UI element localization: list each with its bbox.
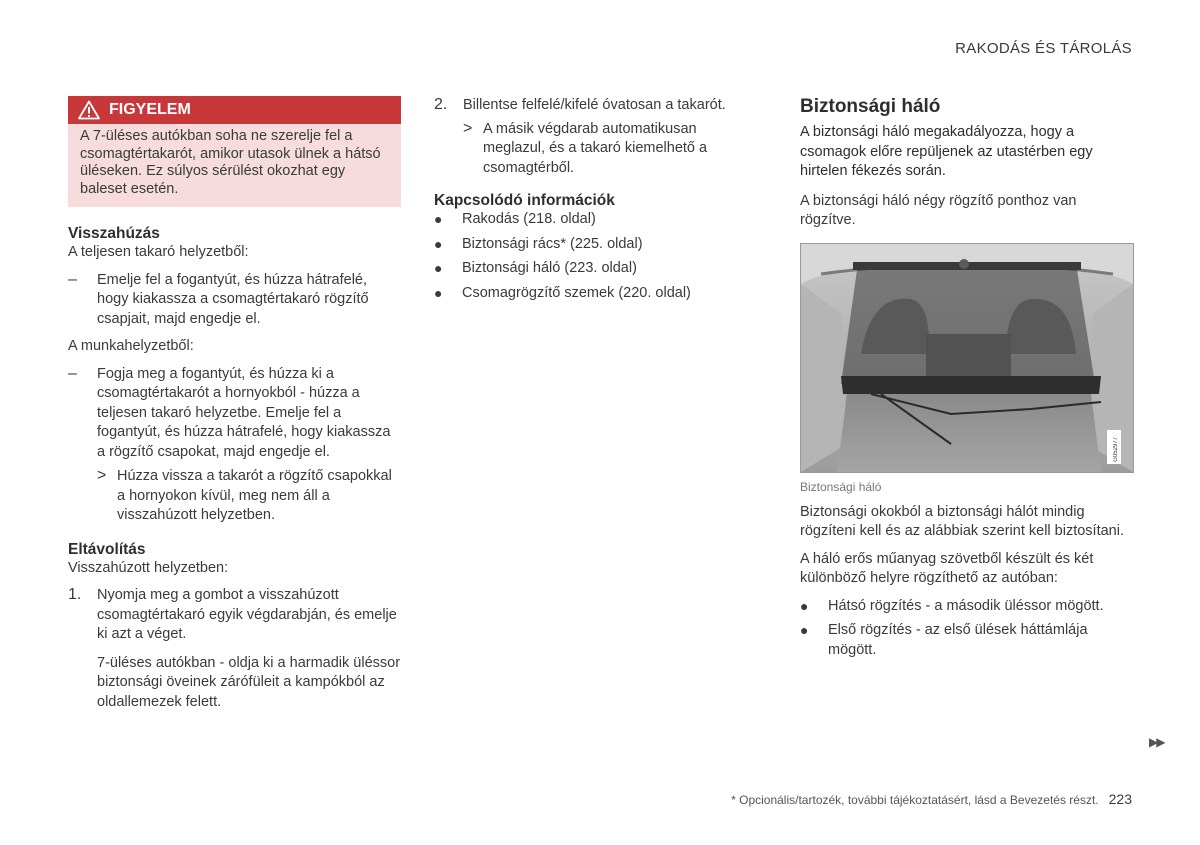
related-link[interactable] bbox=[434, 235, 759, 255]
continue-arrow-icon: ▶▶ bbox=[1149, 735, 1164, 749]
result-marker: > bbox=[97, 467, 107, 484]
remove-step-1: Nyomja meg a gombot a visszahúzott csomagtértakaró egyik végdarabján, és emelje ki azt a véget. bbox=[97, 587, 397, 642]
list-item bbox=[800, 597, 1134, 617]
warning-box bbox=[68, 96, 401, 207]
cargo-net-image bbox=[801, 244, 1133, 472]
related-link[interactable] bbox=[434, 259, 759, 279]
safety-net-illustration bbox=[800, 243, 1134, 473]
related-link[interactable] bbox=[434, 284, 759, 304]
figure-code: G052977 bbox=[1113, 436, 1119, 462]
step-number: 1. bbox=[68, 586, 82, 603]
list-item bbox=[463, 120, 759, 179]
net-material-text: A háló erős műanyag szövetből készült és két különböző helyre rögzíthető az autóban: bbox=[800, 550, 1094, 586]
net-anchor-text: A biztonsági háló négy rögzítő ponthoz van rögzítve. bbox=[800, 192, 1077, 228]
bullet-marker: ● bbox=[800, 597, 809, 614]
bullet-marker: ● bbox=[434, 260, 443, 276]
page-number: 223 bbox=[1108, 791, 1132, 807]
bullet-marker: ● bbox=[434, 235, 443, 252]
result-marker: > bbox=[463, 119, 473, 137]
warning-text: A 7-üléses autókban soha ne szerelje fel a csomagtértakarót, amikor utasok ülnek a hátsó üléseken. Ez súlyos sérülést okozhat egy baleset esetén. bbox=[68, 124, 401, 207]
retract-heading: Visszahúzás bbox=[68, 225, 160, 242]
column-right bbox=[800, 96, 1134, 665]
retract-step-2-result: Húzza vissza a takarót a rögzítő csapokkal a hornyokon kívül, meg nem áll a visszahúzott helyzetben. bbox=[117, 468, 392, 523]
related-link-text: Csomagrögzítő szemek (220. oldal) bbox=[462, 284, 691, 301]
bullet-marker: ● bbox=[434, 284, 443, 301]
list-item bbox=[68, 365, 401, 463]
step-number: 2. bbox=[434, 96, 448, 113]
section-header: RAKODÁS ÉS TÁROLÁS bbox=[955, 40, 1132, 57]
page-footer bbox=[731, 791, 1132, 807]
list-item-text: Első rögzítés - az első ülések háttámlája mögött. bbox=[828, 622, 1088, 658]
dash-marker: – bbox=[68, 364, 77, 382]
retract-from-work: A munkahelyzetből: bbox=[68, 338, 194, 354]
list-item bbox=[800, 621, 1134, 660]
footnote: * Opcionális/tartozék, további tájékoztatásért, lásd a Bevezetés részt. bbox=[731, 793, 1099, 807]
bullet-marker: ● bbox=[434, 211, 443, 227]
warning-header bbox=[68, 96, 401, 124]
related-link-text: Rakodás (218. oldal) bbox=[462, 211, 596, 227]
column-middle bbox=[434, 96, 759, 308]
warning-title: FIGYELEM bbox=[109, 101, 191, 118]
remove-step-1-note: 7-üléses autókban - oldja ki a harmadik üléssor biztonsági öveinek zárófüleit a kampókból az oldallemezek felett. bbox=[97, 654, 401, 710]
net-lead: A biztonsági háló megakadályozza, hogy a csomagok előre repüljenek az utastérben egy hirtelen fékezés során. bbox=[800, 124, 1093, 179]
remove-step-2: Billentse felfelé/kifelé óvatosan a takarót. bbox=[463, 97, 726, 113]
related-list bbox=[434, 210, 759, 303]
related-heading: Kapcsolódó információk bbox=[434, 192, 615, 209]
retract-from-full: A teljesen takaró helyzetből: bbox=[68, 244, 249, 260]
remove-heading: Eltávolítás bbox=[68, 540, 146, 558]
figure-caption: Biztonsági háló bbox=[800, 479, 882, 494]
net-security-text: Biztonsági okokból a biztonsági hálót mindig rögzíteni kell és az alábbiak szerint kell biztosítani. bbox=[800, 503, 1124, 539]
related-link-text: Biztonsági rács* (225. oldal) bbox=[462, 235, 643, 252]
net-positions-list bbox=[800, 597, 1134, 661]
remove-step-2-result: A másik végdarab automatikusan meglazul, és a takaró kiemelhető a csomagtérből. bbox=[483, 120, 708, 176]
column-left bbox=[68, 96, 401, 712]
list-item bbox=[434, 96, 759, 116]
net-heading: Biztonsági háló bbox=[800, 96, 941, 117]
bullet-marker: ● bbox=[800, 622, 809, 638]
list-item bbox=[68, 586, 401, 645]
dash-marker: – bbox=[68, 270, 77, 288]
remove-intro: Visszahúzott helyzetben: bbox=[68, 559, 229, 576]
related-link[interactable] bbox=[434, 210, 759, 230]
retract-step-1: Emelje fel a fogantyút, és húzza hátrafelé, hogy kiakassza a csomagtértakaró rögzítő csapjait, majd engedje el. bbox=[97, 271, 369, 327]
list-item bbox=[68, 271, 401, 330]
related-link-text: Biztonsági háló (223. oldal) bbox=[462, 260, 637, 276]
list-item bbox=[97, 467, 401, 526]
list-item-text: Hátsó rögzítés - a második üléssor mögött. bbox=[828, 597, 1104, 614]
warning-triangle-icon bbox=[78, 100, 100, 120]
retract-step-2: Fogja meg a fogantyút, és húzza ki a csomagtértakarót a hornyokból - húzza a teljesen takaró helyzetbe. Emelje fel a fogantyút, és húzza hátrafelé, hogy kiakassza a rögzítő csapokat, majd engedje el. bbox=[97, 365, 391, 460]
